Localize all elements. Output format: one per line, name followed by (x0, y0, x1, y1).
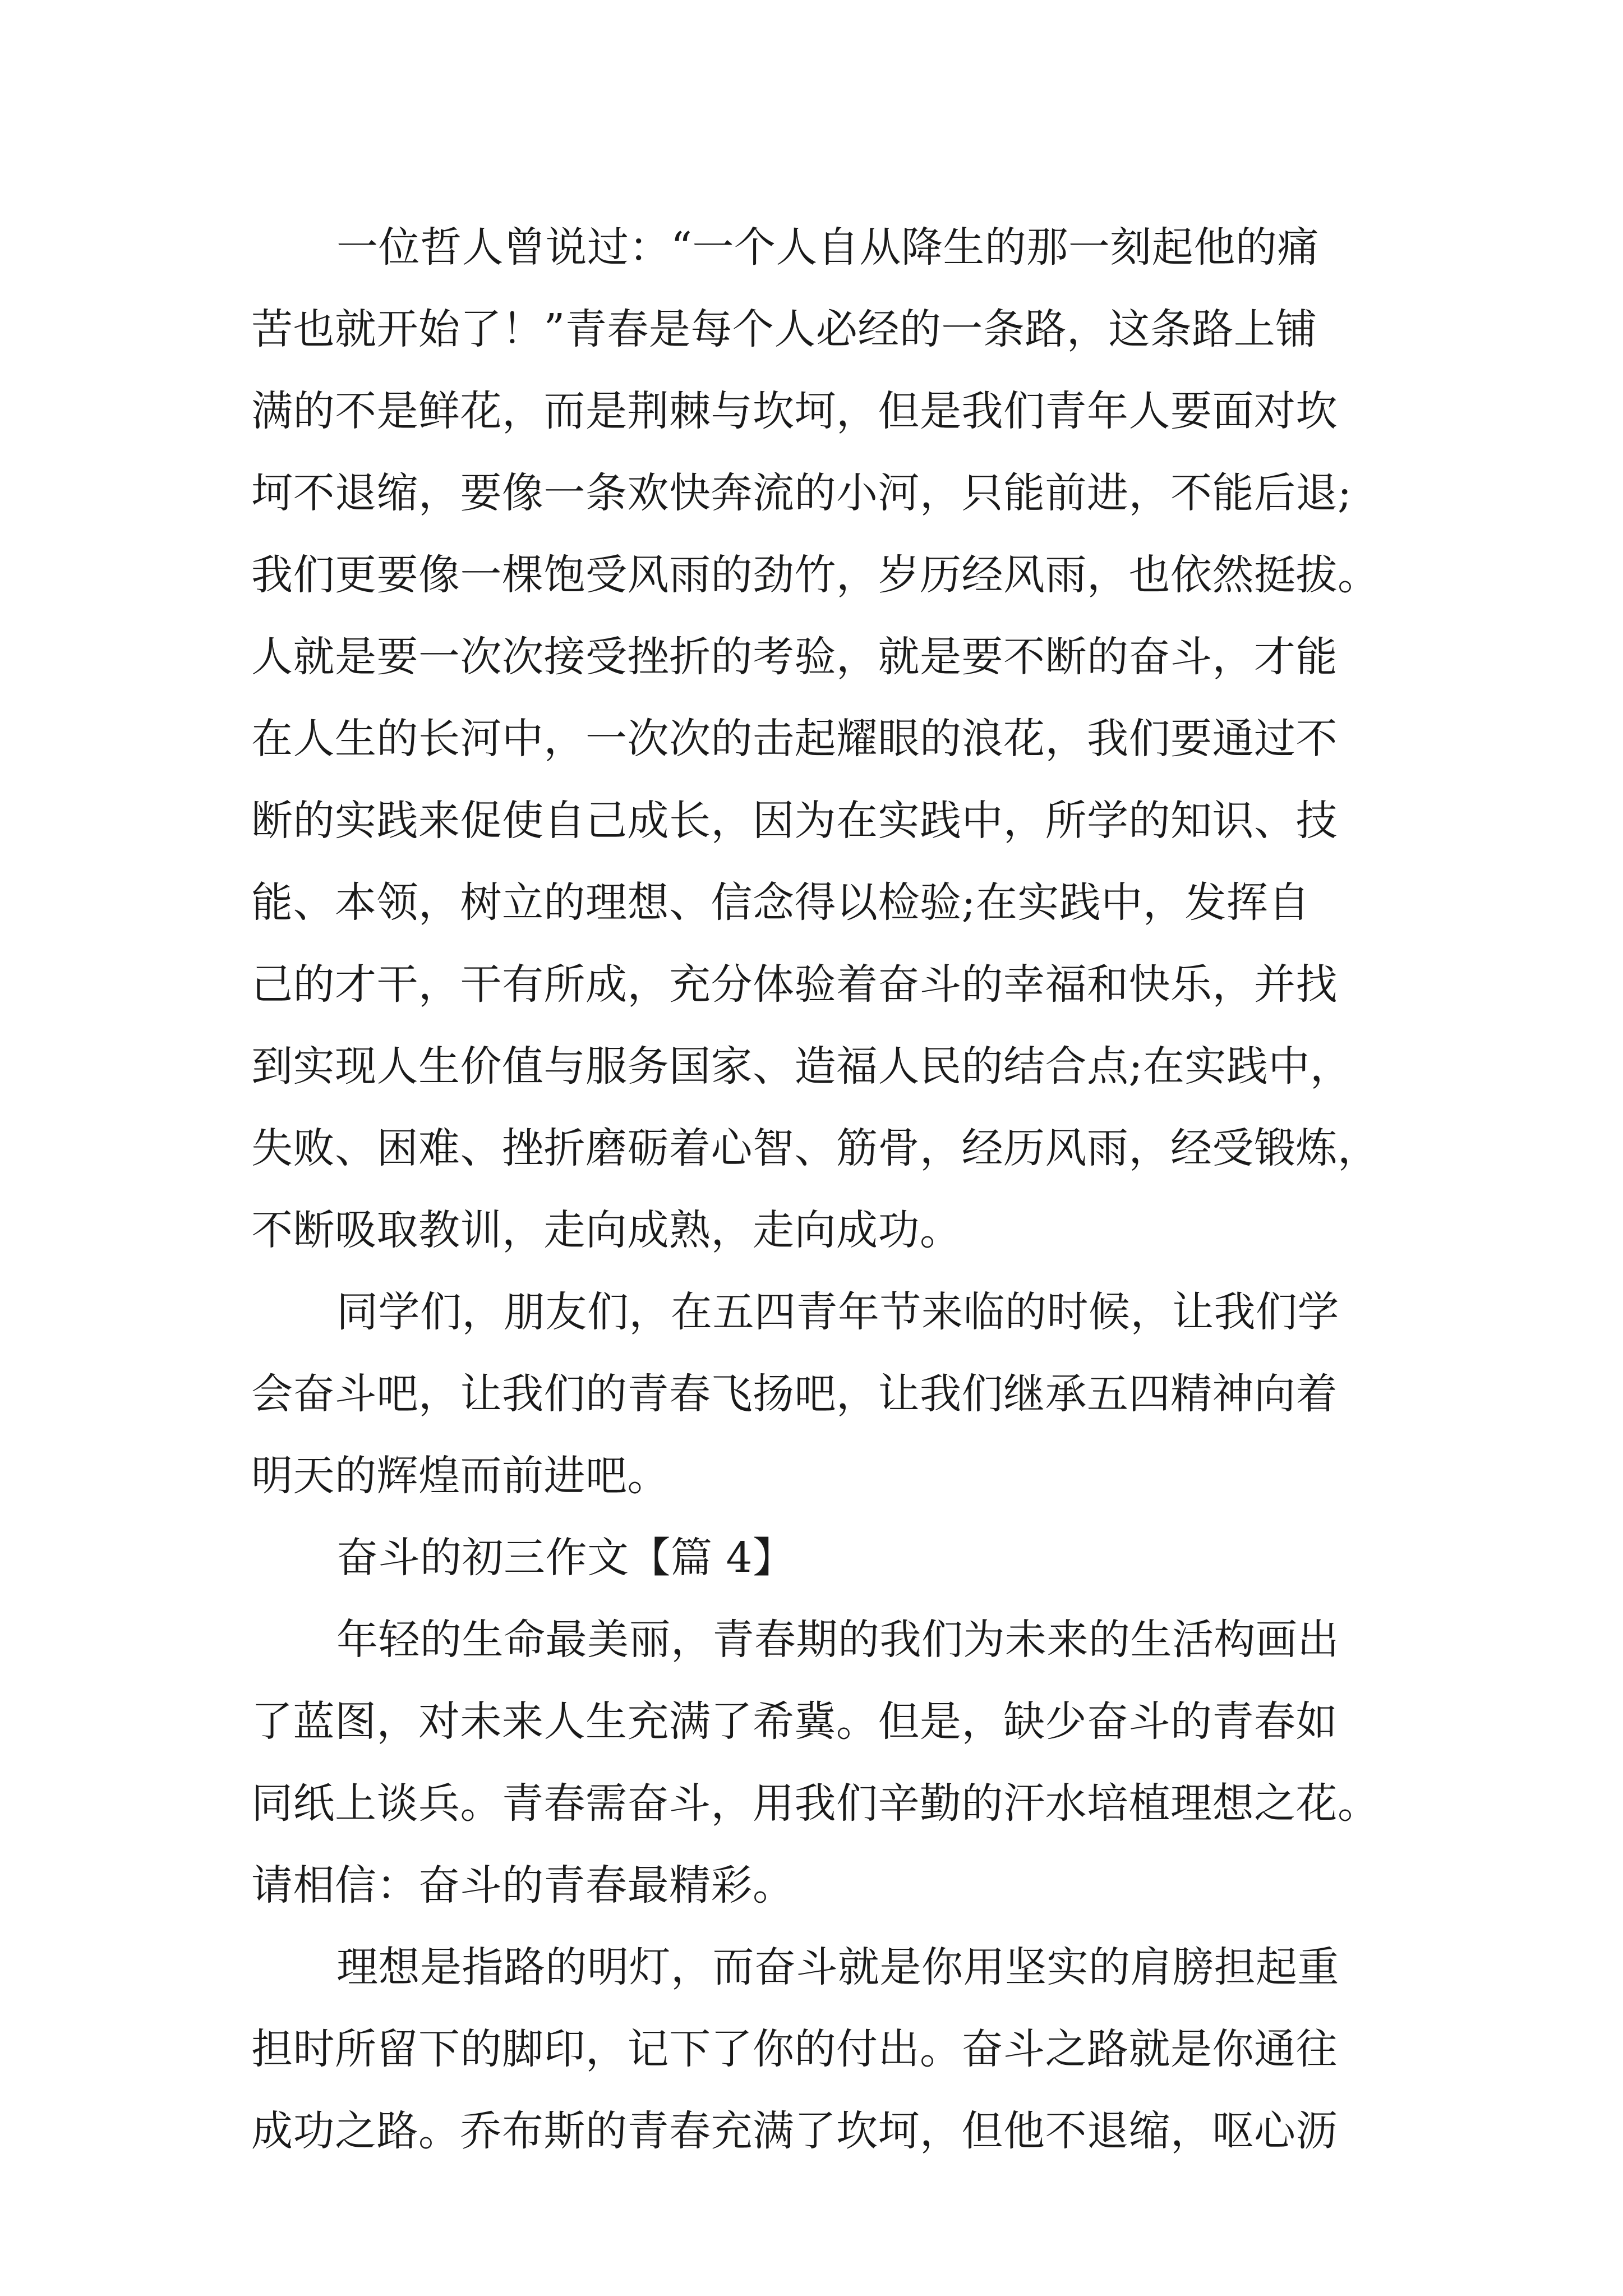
text-line: 能、本领，树立的理想、信念得以检验;在实践中，发挥自 (251, 878, 1310, 927)
text-line: 坷不退缩，要像一条欢快奔流的小河，只能前进，不能后退; (251, 469, 1352, 517)
text-line: 成功之路。乔布斯的青春充满了坎坷，但他不退缩，呕心沥 (251, 2107, 1338, 2155)
text-line: 苦也就开始了！”青春是每个人必经的一条路，这条路上铺 (251, 305, 1317, 353)
text-line: 明天的辉煌而前进吧。 (251, 1452, 669, 1500)
text-line: 一位哲人曾说过：“一个人自从降生的那一刻起他的痛 (336, 223, 1319, 272)
body-text (251, 206, 1395, 2172)
text-line: 会奋斗吧，让我们的青春飞扬吧，让我们继承五四精神向着 (251, 1370, 1338, 1418)
text-line: 断的实践来促使自己成长，因为在实践中，所学的知识、技 (251, 797, 1338, 845)
text-line: 失败、困难、挫折磨砺着心智、筋骨，经历风雨，经受锻炼， (251, 1124, 1380, 1172)
section-heading: 奋斗的初三作文【篇 4】 (336, 1534, 795, 1582)
text-line: 人就是要一次次接受挫折的考验，就是要不断的奋斗，才能 (251, 633, 1338, 681)
text-line: 年轻的生命最美丽，青春期的我们为未来的生活构画出 (336, 1616, 1339, 1664)
text-line: 了蓝图，对未来人生充满了希冀。但是，缺少奋斗的青春如 (251, 1697, 1338, 1746)
text-line: 在人生的长河中，一次次的击起耀眼的浪花，我们要通过不 (251, 715, 1338, 763)
text-line: 担时所留下的脚印，记下了你的付出。奋斗之路就是你通往 (251, 2025, 1338, 2073)
text-line: 到实现人生价值与服务国家、造福人民的结合点;在实践中， (251, 1042, 1352, 1091)
text-line: 己的才干，干有所成，充分体验着奋斗的幸福和快乐，并找 (251, 960, 1338, 1009)
text-line: 我们更要像一棵饱受风雨的劲竹，岁历经风雨，也依然挺拔。 (251, 551, 1380, 599)
text-line: 理想是指路的明灯，而奋斗就是你用坚实的肩膀担起重 (336, 1943, 1339, 1991)
text-line: 同学们，朋友们，在五四青年节来临的时候，让我们学 (336, 1288, 1339, 1336)
text-line: 同纸上谈兵。青春需奋斗，用我们辛勤的汗水培植理想之花。 (251, 1779, 1380, 1828)
text-line: 不断吸取教训，走向成熟，走向成功。 (251, 1206, 962, 1254)
text-line: 满的不是鲜花，而是荆棘与坎坷，但是我们青年人要面对坎 (251, 387, 1338, 435)
text-line: 请相信：奋斗的青春最精彩。 (251, 1861, 795, 1910)
